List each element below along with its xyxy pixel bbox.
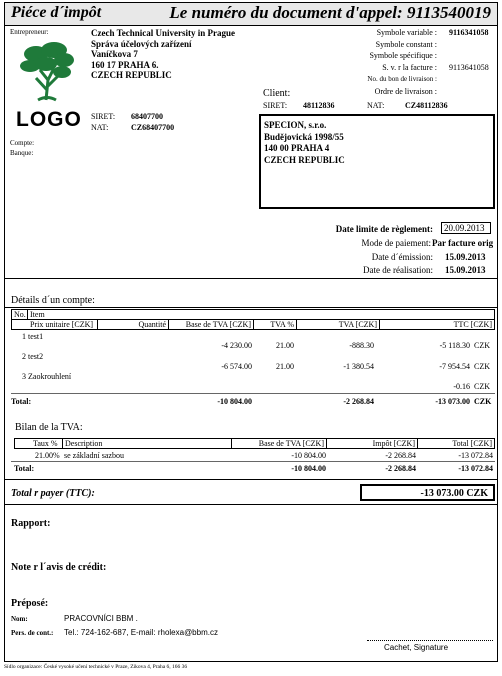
client-line: CZECH REPUBLIC — [264, 154, 345, 165]
client-address — [264, 120, 345, 166]
col-no: No. — [11, 309, 28, 320]
divider — [5, 278, 497, 279]
col-unit-price: Prix unitaire [CZK] — [11, 319, 98, 330]
item-name: 2 test2 — [22, 352, 44, 361]
item-currency: CZK — [474, 362, 490, 371]
supplier-siret: 68407700 — [131, 112, 163, 121]
supplier-line: Czech Technical University in Prague — [91, 28, 235, 38]
total-payable-amount: -13 073.00 CZK — [420, 488, 488, 499]
vat-total-total: -13 072.84 — [458, 464, 493, 473]
client-address-box — [259, 114, 495, 209]
client-siret-label: SIRET: — [263, 101, 288, 110]
supplier-line: Správa účelových zařízení — [91, 38, 192, 49]
col-quantity: Quantité — [97, 319, 169, 330]
issue-date: 15.09.2013 — [445, 252, 486, 262]
items-title: Détails d´un compte: — [11, 295, 95, 306]
item-ttc: -0.16 — [453, 382, 470, 391]
realization-date-label: Date de réalisation: — [363, 265, 433, 275]
document-type-title: Piéce d´impôt — [11, 4, 102, 21]
item-ttc: -5 118.30 — [439, 341, 470, 350]
client-siret: 48112836 — [303, 101, 335, 110]
doc-number-label: Le numéro du document d'appel: — [169, 3, 403, 22]
specific-symbol-label: Symbole spécifique : — [369, 51, 437, 60]
vat-total-base: -10 804.00 — [291, 464, 326, 473]
variable-symbol-label: Symbole variable : — [376, 28, 437, 37]
item-vat-base: -6 574.00 — [221, 362, 252, 371]
supplier-nat: CZ68407700 — [131, 123, 175, 132]
payment-mode-label: Mode de paiement: — [361, 238, 431, 248]
constant-symbol-label: Symbole constant : — [375, 40, 437, 49]
item-currency: CZK — [474, 341, 490, 350]
item-currency: CZK — [474, 382, 490, 391]
prepared-by-label: Préposé: — [11, 598, 49, 609]
vat-col-description: Description — [62, 438, 232, 449]
item-ttc: -7 954.54 — [439, 362, 470, 371]
invoice-symbol: 9113641058 — [449, 63, 489, 72]
item-name: 1 test1 — [22, 332, 44, 341]
supplier-label: Entrepreneur: — [10, 28, 49, 36]
vat-row-tax: -2 268.84 — [385, 451, 416, 460]
account-label: Compte: — [10, 139, 35, 147]
items-total-ttc: -13 073.00 — [435, 397, 470, 406]
header-bar — [5, 3, 497, 26]
footer-note: Sídlo organizace: České vysoké učení technické v Praze, Zikova 4, Praha 6, 166 36 — [4, 664, 188, 670]
vat-col-base: Base de TVA [CZK] — [231, 438, 327, 449]
document-number-title — [169, 3, 491, 23]
item-vat-percent: 21.00 — [276, 362, 294, 371]
items-total-vat: -2 268.84 — [343, 397, 374, 406]
due-date-label: Date limite de règlement: — [335, 224, 433, 234]
delivery-note-label: No. du bon de livraison : — [367, 75, 437, 83]
supplier-address — [91, 28, 235, 81]
payment-mode: Par facture orig — [432, 238, 494, 248]
item-vat: -888.30 — [349, 341, 374, 350]
vat-col-rate: Taux % — [14, 438, 63, 449]
items-total-currency: CZK — [474, 397, 492, 406]
items-total-label: Total: — [11, 397, 32, 406]
vat-summary-title: Bilan de la TVA: — [15, 422, 83, 433]
vat-row-base: -10 804.00 — [291, 451, 326, 460]
vat-total-label: Total: — [14, 464, 35, 473]
issue-date-label: Date d´émission: — [371, 252, 433, 262]
vat-col-tax: Impôt [CZK] — [326, 438, 418, 449]
logo-text: LOGO — [16, 108, 82, 131]
total-payable-box — [360, 484, 495, 501]
contact-label: Pers. de cont.: — [11, 629, 54, 637]
report-label: Rapport: — [11, 518, 51, 529]
vat-row-description: se základní sazbou — [64, 451, 124, 460]
supplier-line: CZECH REPUBLIC — [91, 70, 172, 80]
item-vat: -1 380.54 — [343, 362, 374, 371]
vat-row-rate: 21.00% — [35, 451, 60, 460]
prepared-name: PRACOVNÍCI BBM . — [64, 614, 138, 623]
col-vat-base: Base de TVA [CZK] — [168, 319, 254, 330]
item-vat-percent: 21.00 — [276, 341, 294, 350]
items-total-base: -10 804.00 — [217, 397, 252, 406]
delivery-order-label: Ordre de livraison : — [374, 87, 437, 96]
vat-total-divider — [11, 461, 495, 462]
client-nat: CZ48112836 — [405, 101, 448, 110]
client-line: Budějovická 1998/55 — [264, 131, 344, 142]
item-vat-base: -4 230.00 — [221, 341, 252, 350]
supplier-line: 160 17 PRAHA 6. — [91, 59, 159, 70]
col-vat-percent: TVA % — [253, 319, 297, 330]
credit-note-label: Note r l´avis de crédit: — [11, 562, 107, 573]
name-label: Nom: — [11, 615, 28, 623]
col-ttc: TTC [CZK] — [379, 319, 495, 330]
stamp-signature-label: Cachet, Signature — [384, 643, 449, 652]
items-total-divider — [11, 393, 495, 394]
due-date-box — [441, 222, 491, 234]
invoice-symbol-label: S. v. r la facture : — [382, 63, 437, 72]
vat-total-tax: -2 268.84 — [385, 464, 416, 473]
item-name: 3 Zaokrouhlení — [22, 372, 72, 381]
supplier-line: Vaníčkova 7 — [91, 49, 138, 59]
client-line: 140 00 PRAHA 4 — [264, 143, 330, 153]
vat-col-total: Total [CZK] — [417, 438, 495, 449]
divider — [5, 479, 497, 480]
client-line: SPECION, s.r.o. — [264, 120, 327, 130]
doc-number: 9113540019 — [406, 3, 491, 22]
supplier-siret-label: SIRET: — [91, 112, 116, 121]
client-nat-label: NAT: — [367, 101, 385, 110]
variable-symbol: 9116341058 — [449, 28, 489, 37]
tree-logo-icon — [18, 40, 76, 102]
col-item: Item — [27, 309, 495, 320]
supplier-nat-label: NAT: — [91, 123, 109, 132]
client-label: Client: — [263, 88, 291, 99]
prepared-contact: Tel.: 724-162-687, E-mail: rholexa@bbm.cz — [64, 628, 218, 637]
due-date: 20.09.2013 — [444, 223, 485, 233]
vat-row-total: -13 072.84 — [458, 451, 493, 460]
divider — [5, 307, 497, 308]
realization-date: 15.09.2013 — [445, 265, 486, 275]
bank-label: Banque: — [10, 149, 34, 157]
divider — [5, 504, 497, 505]
col-vat: TVA [CZK] — [296, 319, 380, 330]
signature-line — [367, 640, 493, 641]
total-payable-label: Total r payer (TTC): — [11, 488, 95, 499]
